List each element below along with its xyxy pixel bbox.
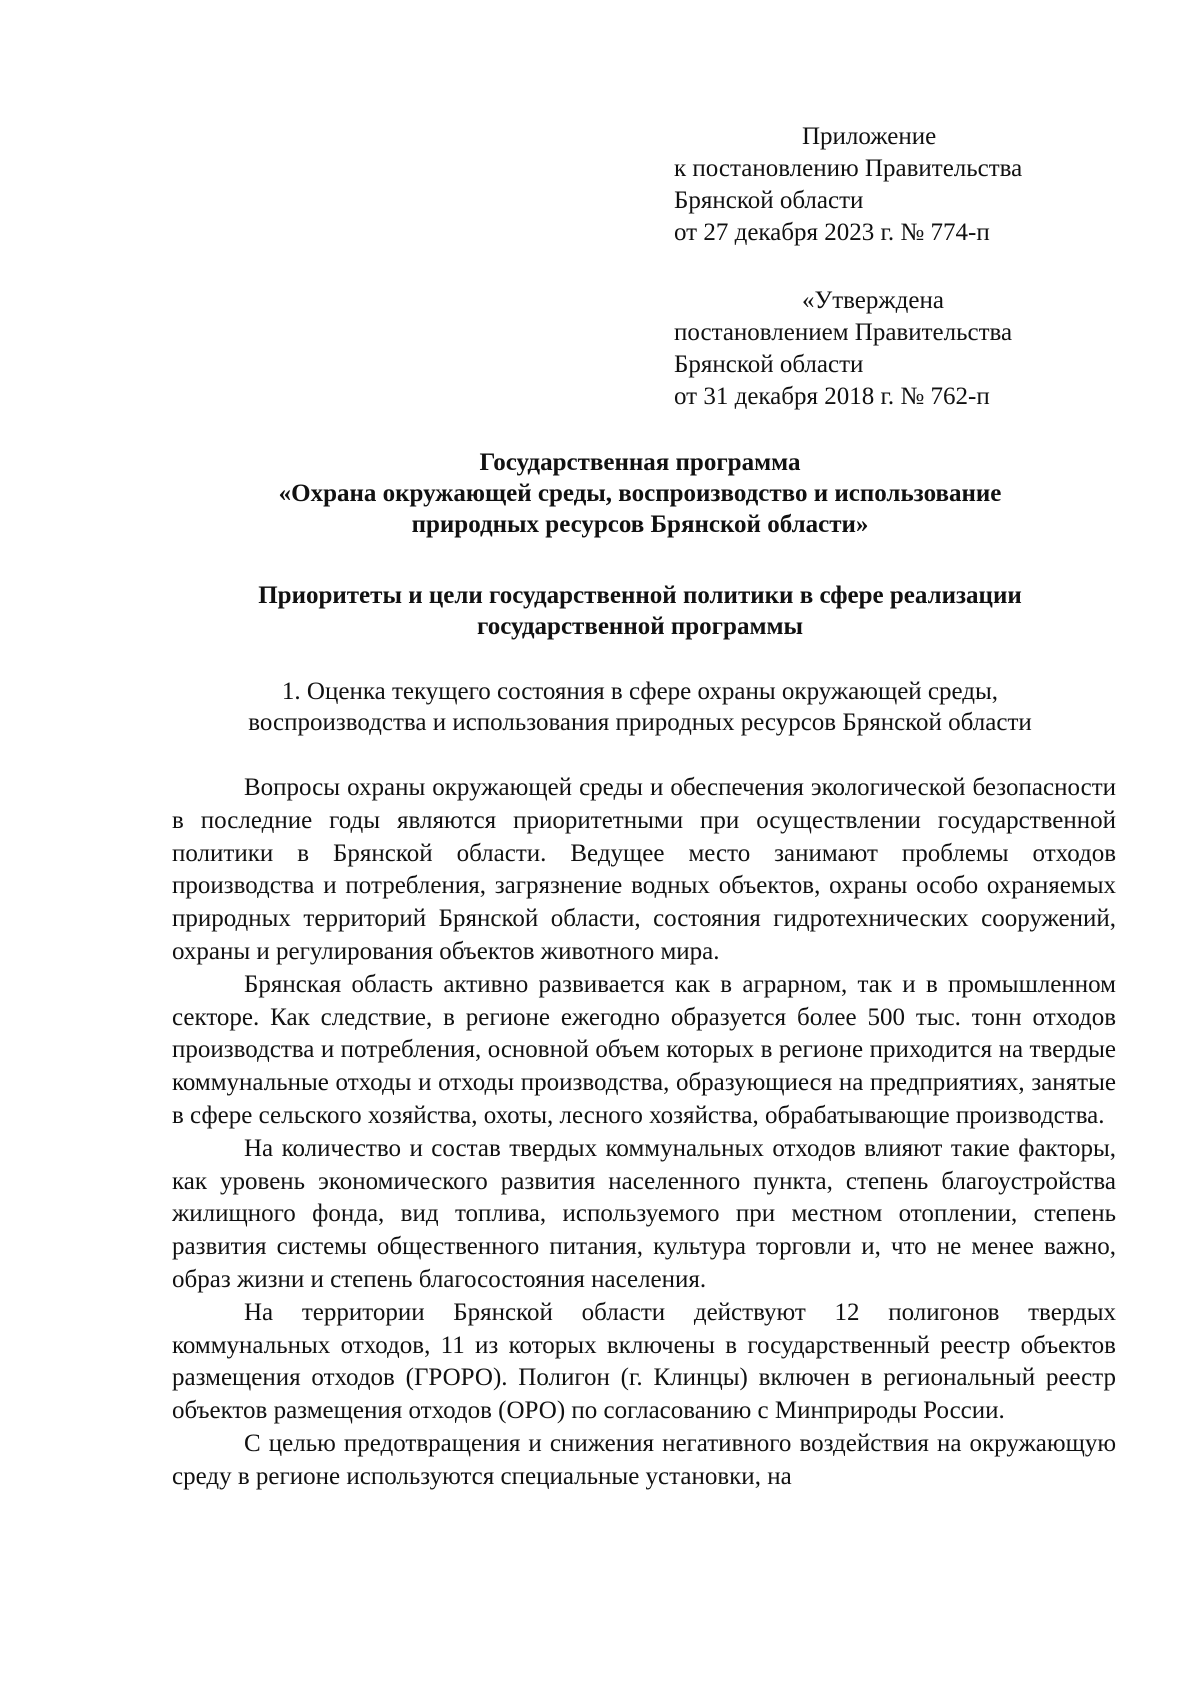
program-title-line: «Охрана окружающей среды, воспроизводство и использование — [278, 480, 1002, 507]
program-title-line: природных ресурсов Брянской области» — [411, 511, 869, 538]
approved-line: от 31 декабря 2018 г. № 762-п — [674, 383, 990, 410]
section-heading — [170, 676, 1110, 738]
annex-line: от 27 декабря 2023 г. № 774-п — [674, 219, 990, 246]
paragraph: На количество и состав твердых коммунальных отходов влияют такие факторы, как уровень экономического развития населенного пункта, степень благоустройства жилищного фонда, вид топлива, используемого при местном отоплении, степень развития системы общественного питания, культура торговли и, что не менее важно, образ жизни и степень благосостояния населения. — [172, 1134, 1116, 1293]
annex-block — [674, 121, 1094, 249]
paragraph: Брянская область активно развивается как в аграрном, так и в промышленном секторе. Как следствие, в регионе ежегодно образуется более 500 тыс. тонн отходов производства и потребления, основной объем которых в регионе приходится на твердые коммунальные отходы и отходы производства, образующиеся на предприятиях, занятые в сфере сельского хозяйства, охоты, лесного хозяйства, обрабатывающие производства. — [172, 970, 1116, 1129]
annex-line: Приложение — [802, 123, 937, 150]
priorities-title-line: Приоритеты и цели государственной политики в сфере реализации — [258, 582, 1022, 609]
approved-line: «Утверждена — [802, 287, 944, 314]
paragraph: На территории Брянской области действуют 12 полигонов твердых коммунальных отходов, 11 из которых включены в государственный реестр объектов размещения отходов (ГРОРО). Полигон (г. Клинцы) включен в региональный реестр объектов размещения отходов (ОРО) по согласованию с Минприроды России. — [172, 1298, 1116, 1425]
section-heading-line: 1. Оценка текущего состояния в сфере охраны окружающей среды, — [281, 678, 999, 705]
approved-line: Брянской области — [674, 351, 864, 378]
priorities-title-line: государственной программы — [476, 613, 804, 640]
paragraph: Вопросы охраны окружающей среды и обеспечения экологической безопасности в последние годы являются приоритетными при осуществлении государственной политики в Брянской области. Ведущее место занимают проблемы отходов производства и потребления, загрязнение водных объектов, охраны особо охраняемых природных территорий Брянской области, состояния гидротехнических сооружений, охраны и регулирования объектов животного мира. — [172, 774, 1116, 965]
body-text — [172, 772, 1116, 1494]
approved-line: постановлением Правительства — [674, 319, 1013, 346]
annex-line: к постановлению Правительства — [674, 155, 1023, 182]
section-heading-line: воспроизводства и использования природных ресурсов Брянской области — [248, 709, 1032, 736]
program-title — [170, 447, 1110, 540]
priorities-title — [170, 580, 1110, 642]
paragraph: С целью предотвращения и снижения негативного воздействия на окружающую среду в регионе используются специальные установки, на — [172, 1429, 1116, 1490]
approved-block — [674, 285, 1094, 413]
program-title-line: Государственная программа — [479, 449, 801, 476]
annex-line: Брянской области — [674, 187, 864, 214]
